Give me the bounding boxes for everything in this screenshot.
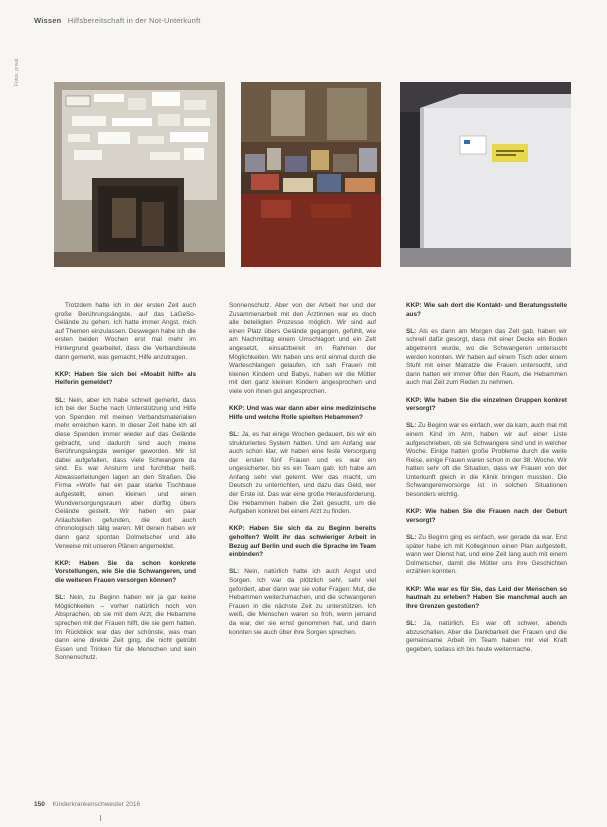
answer-text: Zu Beginn ging es einfach, wer gerade da war. Erst später habe ich mit Kolleginnen einen Plan aufgestellt, wann wer Dienst hat, und eine Zeit lang auch mit einem Dolmetscher, damit die Mütter uns ihre Geschichten erzählen konnten.: [406, 534, 568, 576]
interview-answer: [406, 534, 567, 577]
text-column-1: [55, 302, 196, 672]
section-subtitle: Hilfsbereitschaft in der Not-Unterkunft: [67, 16, 201, 25]
journal-name: Kinderkrankenschwester 2016: [52, 801, 141, 808]
speaker: SL:: [229, 568, 240, 576]
photo-credit: Fotos: privat: [14, 58, 20, 86]
page-number: 150: [34, 801, 45, 808]
interview-answer: [406, 328, 567, 388]
text-column-2: [229, 302, 376, 646]
answer-text: Nein, natürlich hatte ich auch Angst und Sorgen. Ich war da plötzlich sehr, sehr viel gefordert, aber dann war sie voller Fragen: Mut, die Hebammen weiterzumachen, und die schwangeren Frauen in die nächste Zeit zu unterstützen. Ich weiß, die Menschen waren so froh, wenn jemand da war, der sie ernst genommen hat, und dann konnten sie auch über ihre Sorgen sprechen.: [229, 568, 376, 636]
speaker: KKP:: [55, 370, 71, 378]
answer-text: Nein, aber ich habe schnell gemerkt, dass ich bei der Suche nach Unterstützung und Hilfe von Spenden mit meinen Verbandsmaterialien mehr erreichen kann. In dieser Zeit habe ich all diese Spenden immer wieder auf das Gelände gebracht, und dadurch sind auch meine Berührungsängste weniger geworden. Mir ist dabei aufgefallen, dass viele Schwangere da sind. Es war Ansturm und furchtbar heiß. Abwasserleitungen lagen an den Straßen. Die Firma »Wolf« hat ein paar starke Tischbaue aufgestellt, einen kleinen und einen Wundversorgungsraum aber dürftig übers Gelände gestellt. Wir haben ein paar Anlaufstellen gefunden, die dort auch chronologisch tätig waren. Mit denen haben wir dann ganz spontan Dolmetscher und alle Verweise mit unseren Plänen angemeldet.: [55, 396, 196, 550]
running-header: [34, 16, 201, 25]
footer-mark: [100, 815, 101, 821]
question-text: Wie war es für Sie, das Leid der Menschen so hautnah zu erleben? Haben Sie manchmal auch an Ihre Grenzen gestoßen?: [406, 585, 567, 610]
question-text: Wie haben Sie die einzelnen Gruppen konkret versorgt?: [406, 396, 567, 413]
interview-question: [55, 371, 196, 388]
speaker: SL:: [55, 594, 66, 602]
interview-answer: [55, 594, 196, 663]
answer-text: Als es dann am Morgen das Zelt gab, haben wir schnell dafür gesorgt, dass mit einer Decke ein Boden abgetrennt wurde, wo die Schwangeren untersucht werden konnten. Wir haben auf einem Tisch oder einem Stuhl mit einer Matratze die Frauen untersucht, und dann hatten wir immer öfter den Raum, die Hebammen auch mal Zeit zum Reden zu nehmen.: [406, 327, 567, 387]
question-text: Haben Sie sich da zu Beginn bereits geholfen? Wollt ihr das schwieriger Arbeit in Bezug auf Berlin und euch die Sprache im Team einbinden?: [229, 525, 377, 559]
interview-answer: [229, 568, 376, 637]
interview-question: [229, 525, 376, 559]
speaker: KKP:: [55, 559, 71, 567]
interview-question: [406, 508, 567, 525]
question-text: Haben Sie da schon konkrete Vorstellungen, wie Sie die Schwangeren, und die weiteren Frauen versorgen können?: [55, 559, 196, 584]
page-footer: [34, 801, 140, 808]
speaker: KKP:: [406, 508, 422, 516]
question-text: Wie sah dort die Kontakt- und Beratungsstelle aus?: [406, 302, 567, 318]
text-column-3: [406, 302, 567, 663]
photo-wall-notes: [54, 82, 225, 267]
speaker: KKP:: [229, 525, 245, 533]
interview-question: [229, 405, 376, 422]
speaker: SL:: [406, 422, 417, 430]
question-text: Wie haben Sie die Frauen nach der Geburt versorgt?: [406, 508, 567, 524]
speaker: KKP:: [406, 302, 422, 309]
speaker: KKP:: [406, 585, 422, 593]
interview-question: [406, 302, 567, 319]
paragraph: Sonnenschutz. Aber von der Arbeit her und der Zusammenarbeit mit den Ärztinnen war es doch alle beteiligten Prozesse möglich. Wir sind auf einen Platz übers Gelände gegangen, gefühlt, wie am Nachmittag einem Umschlagort und ein Zelt angesetzt, einsatzbereit im Rahmen der Möglichkeiten. Wir haben uns erst einmal durch die Warteschlangen gelaufen, ich sah Frauen mit kleinen Kindern und Babys, haben wir die Mütter mit den ganz kleinen Kindern angesprochen und viele von ihnen gut angesprochen.: [229, 302, 376, 395]
interview-question: [55, 560, 196, 586]
speaker: SL:: [406, 327, 417, 335]
speaker: SL:: [55, 396, 66, 404]
photo-donations-hall: [241, 82, 381, 267]
speaker: SL:: [406, 619, 417, 627]
interview-answer: [55, 397, 196, 552]
question-text: Und was war dann aber eine medizinische Hilfe und welche Rolle spielten Hebammen?: [229, 405, 376, 421]
interview-question: [406, 397, 567, 414]
photo-tent: [400, 82, 571, 267]
paragraph: Trotzdem hatte ich in der ersten Zeit auch große Berührungsängste, auf das LaGeSo-Gelände zu gehen. Ich hatte immer Angst, mich auf Themen einzulassen. Deswegen habe ich die ersten beiden Wochen erst mal mehr im Hintergrund gearbeitet, dass die Verbandsleute dann gemerkt, was gemacht, Hilfe anzutragen.: [55, 302, 196, 361]
speaker: KKP:: [229, 405, 245, 413]
answer-text: Ja, natürlich. Es war oft schwer, abends abzuschalten. Aber die Dankbarkeit der Frauen und die gemeinsame Arbeit im Team haben mir viel Kraft gegeben, sodass ich bis heute weitermache.: [406, 619, 567, 653]
answer-text: Zu Beginn war es einfach, wer da kam, auch mal mit einem Kind im Arm, haben wir auf einer Liste aufgeschrieben, ob sie Schwangere sind und in welcher Woche. Einige hatten große Probleme durch die weite Reise, einige Frauen waren schon in der 38. Woche. Wir hatten sehr oft die Situation, dass wir Frauen von der Unterkunft gleich in die Klinik bringen mussten. Die Schwangerenvorsorge ist in solchen Situationen besonders wichtig.: [406, 422, 567, 499]
answer-text: Nein, zu Beginn haben wir ja gar keine Möglichkeiten – vorher natürlich noch von Absprachen, ob sie mit dem Arzt, die Hebamme sprechen mit der Frauen hilft, die sie gern hatten. Im Rückblick war das der schönste, was man dann eine direkte Zeit ging, die nicht getrübt Essen und Trinken für die Menschen und kein Sonnenschutz.: [55, 594, 196, 662]
interview-question: [406, 586, 567, 612]
question-text: Haben Sie sich bei »Moabit hilft« als Helferin gemeldet?: [55, 370, 197, 387]
speaker: KKP:: [406, 396, 422, 404]
interview-answer: [229, 431, 376, 517]
answer-text: Ja, es hat einige Wochen gedauert, bis wir ein strukturiertes System hatten. Und am Anfang war auch schon klar, wir haben eine feste Versorgung der ersten fünf Frauen und es war ein ungesicherter, bis es ein Team gab. Ich habe am Anfang sehr viel gelernt. Wer das macht, um Deutsch zu unterrichten, und dazu das Geld, wer der Erste ist. Das war eine große Herausforderung. Die Hebammen haben die Zeit gesucht, um die Aufgaben konkret bei einem Arzt zu finden.: [229, 430, 376, 516]
interview-answer: [406, 422, 567, 499]
interview-answer: [406, 620, 567, 654]
speaker: SL:: [229, 430, 240, 438]
speaker: SL:: [406, 534, 417, 542]
section-name: Wissen: [34, 16, 62, 25]
